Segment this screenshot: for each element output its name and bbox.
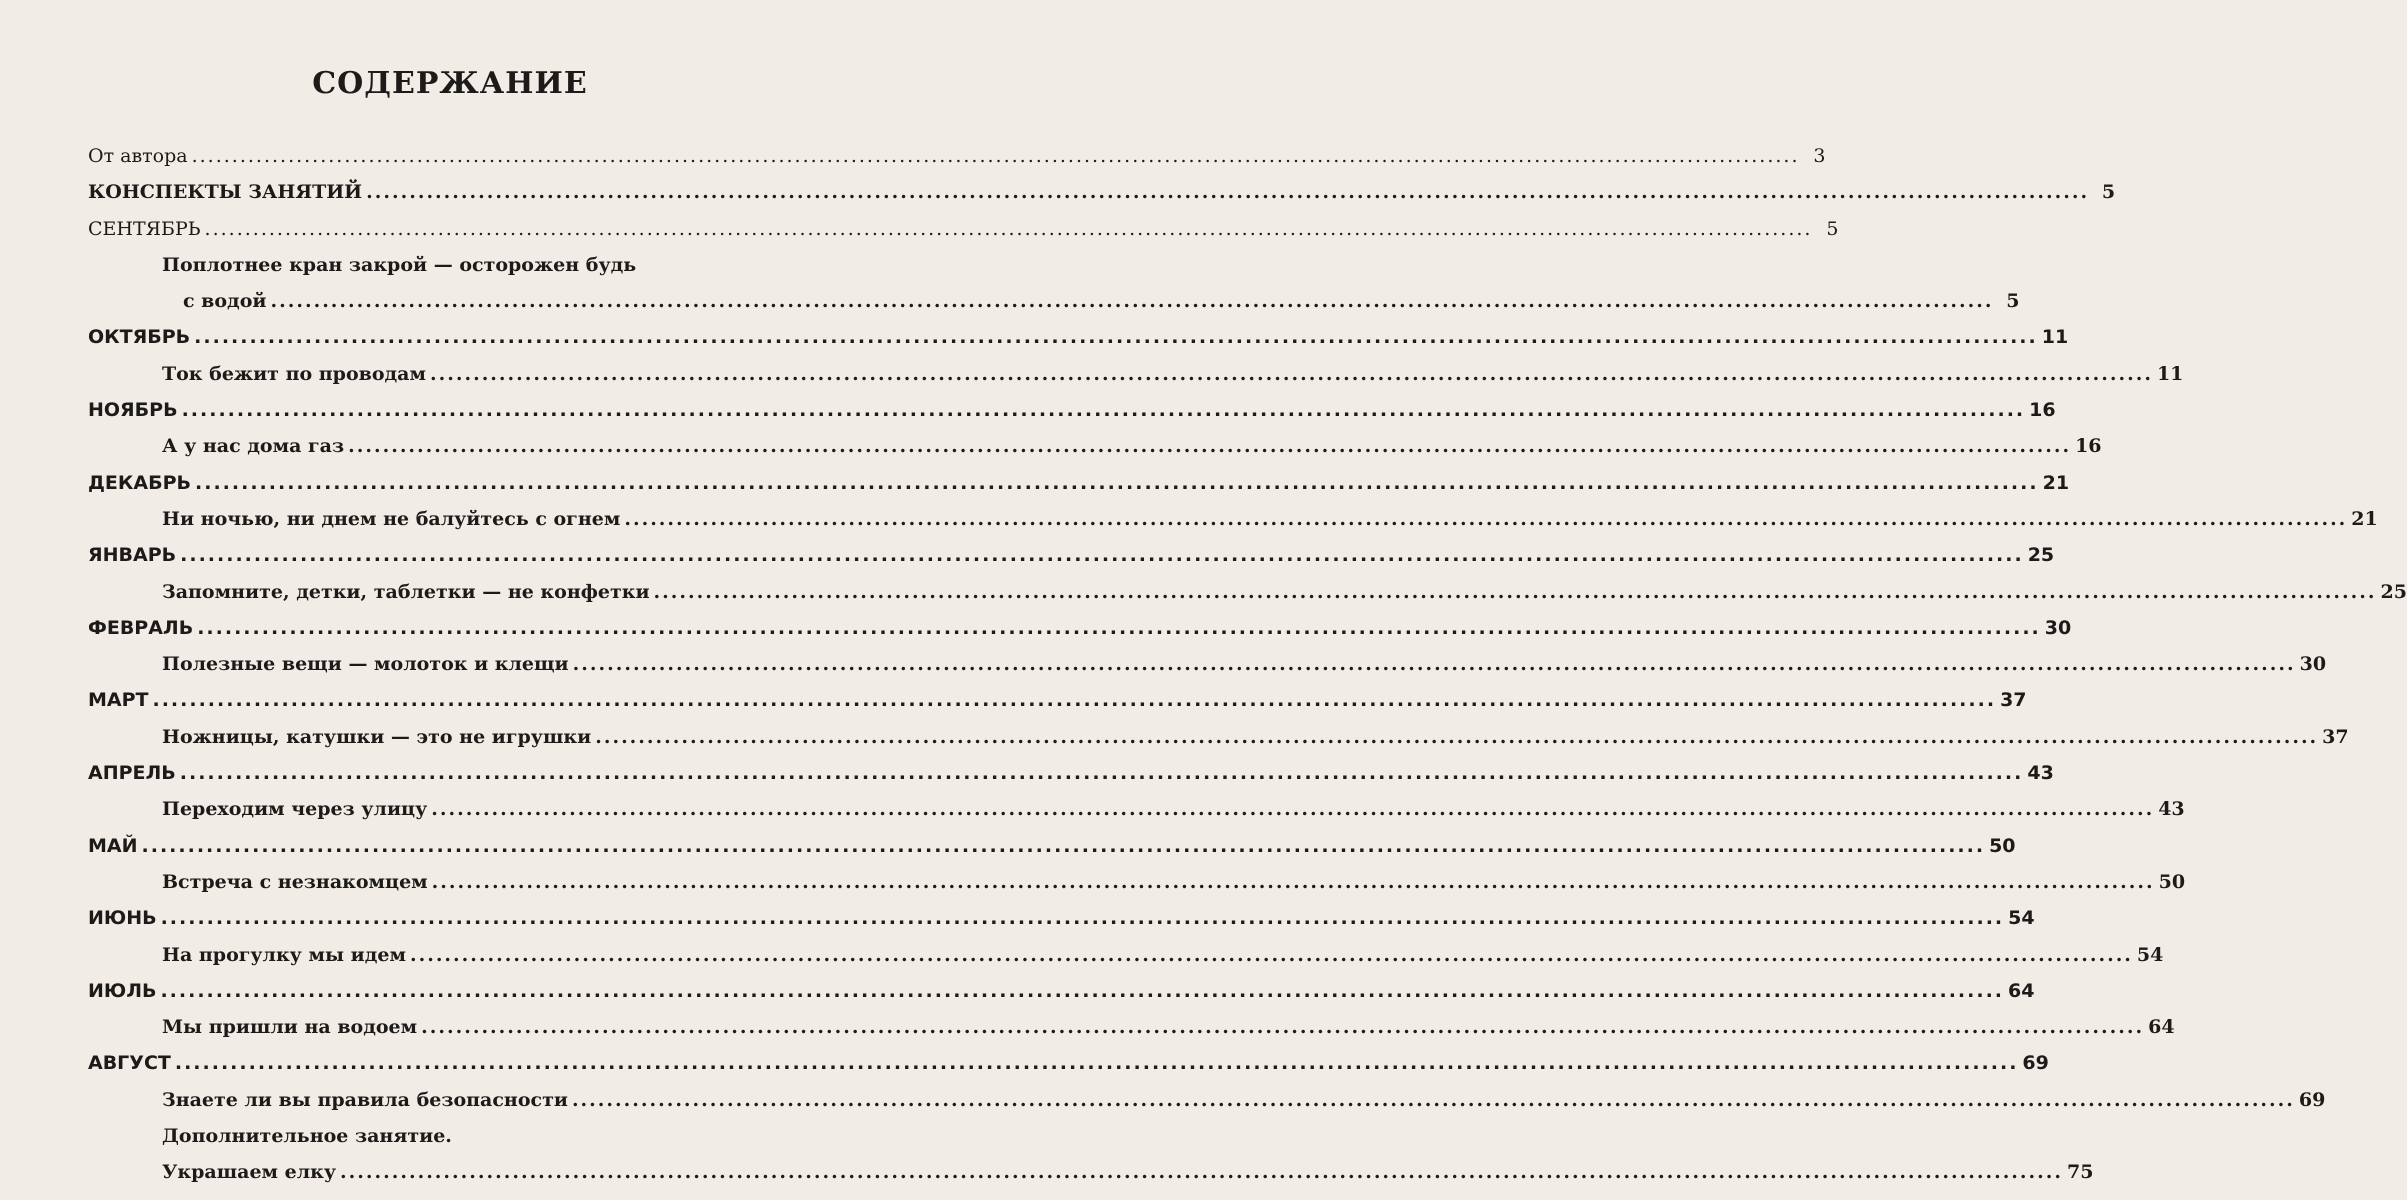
toc-entry-label: Украшаем елку	[162, 1161, 337, 1184]
toc-leader-dots: ........................................................................................................................................................................................................	[160, 979, 2005, 1002]
toc-entry-page: 5	[1826, 217, 1839, 240]
toc-entry-label: Запомните, детки, таблетки — не конфетки	[162, 580, 650, 603]
toc-entry-page: 11	[2156, 362, 2184, 385]
toc-entry-label: СЕНТЯБРЬ	[88, 217, 201, 240]
toc-entry-label: На прогулку мы идем	[162, 943, 406, 966]
toc-leader-dots: ........................................................................................................................................................................................................	[191, 145, 1800, 167]
toc-leader-dots: ........................................................................................................................................................................................................	[174, 1052, 2019, 1075]
toc-entry-page: 25	[2380, 580, 2407, 603]
toc-entry	[88, 211, 1839, 247]
toc-entry-label: Знаете ли вы правила безопасности	[162, 1088, 568, 1111]
toc-entry-label: Ни ночью, ни днем не балуйтесь с огнем	[162, 507, 621, 530]
toc-leader-dots: ........................................................................................................................................................................................................	[653, 580, 2377, 603]
toc-leader-dots: ........................................................................................................................................................................................................	[160, 907, 2005, 930]
toc-entry-label: АПРЕЛЬ	[88, 762, 176, 785]
toc-entry-page: 5	[2006, 290, 2020, 313]
toc-entry	[88, 755, 2054, 791]
toc-entry-page: 3	[1813, 145, 1826, 167]
toc-leader-dots: ........................................................................................................................................................................................................	[430, 362, 2153, 385]
toc-entry-page: 50	[1989, 834, 2016, 857]
toc-entry-page: 25	[2027, 544, 2055, 567]
toc-entry	[88, 283, 2020, 319]
toc-entry-label: ЯНВАРЬ	[88, 544, 177, 567]
toc-entry	[88, 828, 2016, 864]
toc-entry	[88, 973, 2035, 1009]
toc-entry	[88, 138, 1826, 174]
toc-entry-label: ДЕКАБРЬ	[88, 471, 192, 494]
toc-entry-page: 30	[2299, 653, 2327, 676]
toc-leader-dots: ........................................................................................................................................................................................................	[431, 798, 2155, 821]
table-of-contents	[88, 138, 2407, 1191]
toc-entry	[88, 428, 2102, 464]
toc-entry-page: 5	[2101, 181, 2116, 204]
toc-entry	[88, 1009, 2175, 1045]
toc-leader-dots: ........................................................................................................................................................................................................	[340, 1161, 2063, 1184]
toc-leader-dots: ........................................................................................................................................................................................................	[204, 217, 1813, 240]
toc-entry-page: 64	[2008, 979, 2035, 1002]
toc-entry-label: с водой	[183, 290, 267, 313]
toc-entry	[88, 900, 2035, 936]
toc-entry-label: Полезные вещи — молоток и клещи	[162, 653, 569, 676]
toc-entry-page: 16	[2075, 435, 2102, 458]
toc-entry-label: Поплотнее кран закрой — осторожен будь	[162, 253, 637, 276]
toc-entry-page: 54	[2008, 907, 2035, 930]
page-title: СОДЕРЖАНИЕ	[312, 66, 588, 101]
toc-entry-page: 43	[2027, 762, 2054, 785]
toc-leader-dots: ........................................................................................................................................................................................................	[431, 870, 2155, 893]
toc-leader-dots: ........................................................................................................................................................................................................	[348, 435, 2072, 458]
toc-entry	[88, 465, 2070, 501]
toc-entry-page: 75	[2067, 1161, 2094, 1184]
toc-leader-dots: ........................................................................................................................................................................................................	[141, 834, 1986, 857]
toc-entry-label: АВГУСТ	[88, 1052, 171, 1075]
toc-entry-label: ОКТЯБРЬ	[88, 326, 191, 349]
toc-leader-dots: ........................................................................................................................................................................................................	[595, 725, 2319, 748]
toc-entry-label: МАРТ	[88, 689, 149, 712]
toc-leader-dots: ........................................................................................................................................................................................................	[409, 943, 2133, 966]
toc-entry-page: 16	[2029, 399, 2056, 422]
toc-entry	[88, 1045, 2049, 1081]
toc-leader-dots: ........................................................................................................................................................................................................	[624, 507, 2348, 530]
toc-entry	[88, 1082, 2326, 1118]
toc-entry-label: Встреча с незнакомцем	[162, 870, 428, 893]
toc-entry	[88, 392, 2056, 428]
toc-entry-label: КОНСПЕКТЫ ЗАНЯТИЙ	[88, 181, 363, 204]
toc-leader-dots: ........................................................................................................................................................................................................	[197, 616, 2041, 639]
toc-leader-dots: ........................................................................................................................................................................................................	[179, 762, 2024, 785]
toc-leader-dots: ........................................................................................................................................................................................................	[152, 689, 1997, 712]
toc-leader-dots: ........................................................................................................................................................................................................	[270, 290, 1994, 313]
toc-leader-dots: ........................................................................................................................................................................................................	[180, 544, 2024, 567]
toc-leader-dots: ........................................................................................................................................................................................................	[572, 653, 2296, 676]
toc-leader-dots: ........................................................................................................................................................................................................	[195, 471, 2039, 494]
toc-entry-page: 64	[2148, 1016, 2175, 1039]
toc-entry-label: А у нас дома газ	[162, 435, 345, 458]
toc-entry	[88, 646, 2327, 682]
toc-entry-label: Дополнительное занятие.	[162, 1125, 452, 1148]
toc-leader-dots: ........................................................................................................................................................................................................	[366, 181, 2090, 204]
toc-leader-dots: ........................................................................................................................................................................................................	[571, 1088, 2295, 1111]
toc-entry-page: 69	[2298, 1088, 2326, 1111]
toc-entry-page: 30	[2044, 616, 2072, 639]
toc-entry	[88, 1118, 840, 1154]
toc-entry	[88, 247, 840, 283]
toc-entry	[88, 791, 2185, 827]
toc-entry	[88, 537, 2055, 573]
toc-entry	[88, 682, 2027, 718]
toc-entry-page: 43	[2158, 798, 2185, 821]
toc-entry	[88, 501, 2378, 537]
toc-entry	[88, 719, 2349, 755]
toc-entry-page: 21	[2042, 471, 2070, 494]
toc-entry-label: Переходим через улицу	[162, 798, 428, 821]
toc-entry-page: 54	[2136, 943, 2164, 966]
toc-entry-page: 21	[2351, 507, 2378, 530]
toc-entry	[88, 1154, 2094, 1190]
toc-entry-label: НОЯБРЬ	[88, 399, 178, 422]
toc-entry	[88, 937, 2164, 973]
toc-entry	[88, 356, 2184, 392]
toc-entry-label: МАЙ	[88, 834, 138, 857]
toc-entry-page: 50	[2158, 870, 2186, 893]
toc-entry-page: 37	[2322, 725, 2349, 748]
toc-entry-page: 69	[2022, 1052, 2049, 1075]
toc-entry-page: 11	[2041, 326, 2069, 349]
toc-entry-label: Мы пришли на водоем	[162, 1016, 418, 1039]
toc-leader-dots: ........................................................................................................................................................................................................	[421, 1016, 2145, 1039]
toc-entry	[88, 864, 2186, 900]
toc-leader-dots: ........................................................................................................................................................................................................	[181, 399, 2026, 422]
toc-entry	[88, 574, 2407, 610]
toc-entry-label: Ток бежит по проводам	[162, 362, 426, 385]
toc-entry-label: ИЮЛЬ	[88, 979, 157, 1002]
toc-entry-label: Ножницы, катушки — это не игрушки	[162, 725, 592, 748]
toc-entry-label: ИЮНЬ	[88, 907, 157, 930]
toc-entry-label: ФЕВРАЛЬ	[88, 616, 194, 639]
toc-entry	[88, 610, 2072, 646]
toc-leader-dots: ........................................................................................................................................................................................................	[194, 326, 2038, 349]
toc-entry-page: 37	[2000, 689, 2027, 712]
toc-entry-label: От автора	[88, 145, 188, 167]
toc-entry	[88, 319, 2069, 355]
toc-entry	[88, 174, 2116, 210]
